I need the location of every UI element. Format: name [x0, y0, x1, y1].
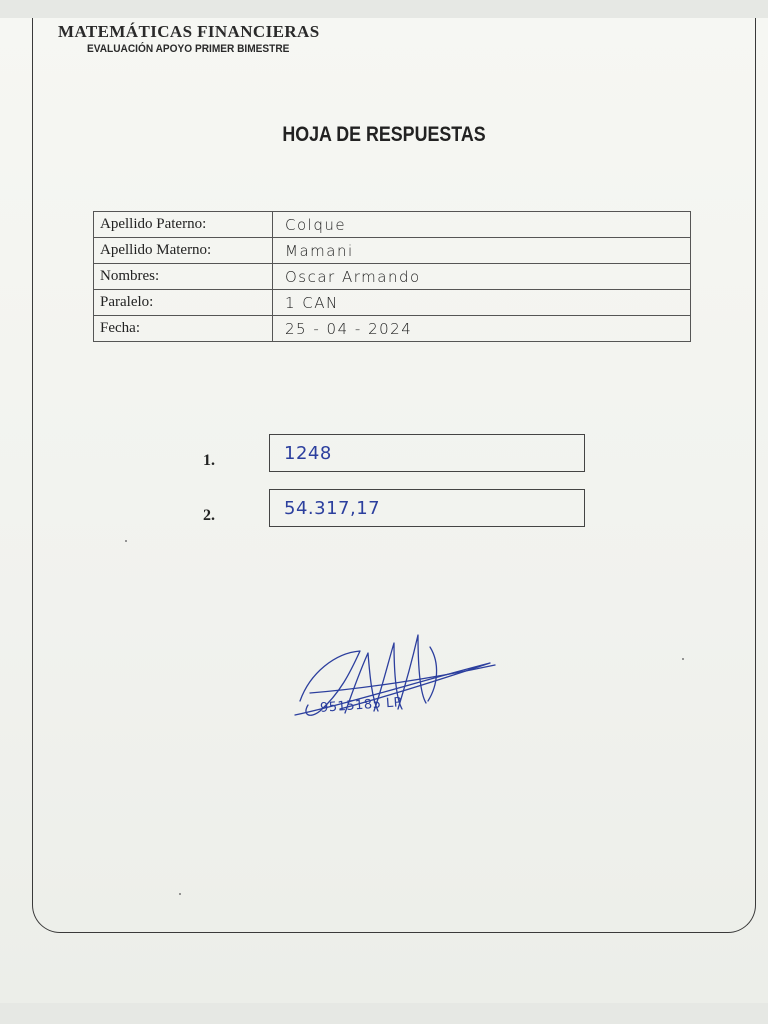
answer-box-1: 1248 [269, 434, 585, 472]
table-row [94, 290, 691, 316]
field-value-nombres: Oscar Armando [273, 264, 691, 290]
field-label: Apellido Materno: [94, 238, 273, 264]
exam-subtitle: EVALUACIÓN APOYO PRIMER BIMESTRE [87, 43, 290, 55]
sheet-title: HOJA DE RESPUESTAS [282, 123, 486, 146]
signature-id: 9515185 LP [319, 695, 403, 716]
answer-sheet-paper [0, 18, 768, 1003]
table-row [94, 238, 691, 264]
page-border-frame [32, 18, 756, 933]
field-value-apellido-materno: Mamani [273, 238, 691, 264]
field-value-fecha: 25 - 04 - 2024 [273, 316, 691, 342]
student-info-table [93, 211, 691, 342]
field-label: Paralelo: [94, 290, 273, 316]
table-row [94, 212, 691, 238]
paper-speck [682, 658, 684, 660]
table-row [94, 316, 691, 342]
field-value-paralelo: 1 CAN [273, 290, 691, 316]
field-label: Fecha: [94, 316, 273, 342]
answer-box-2: 54.317,17 [269, 489, 585, 527]
answer-number-2: 2. [203, 507, 215, 524]
paper-speck [125, 540, 127, 542]
signature-scribble [290, 623, 510, 743]
course-title: MATEMÁTICAS FINANCIERAS [58, 22, 320, 41]
answer-number-1: 1. [203, 452, 215, 469]
field-label: Nombres: [94, 264, 273, 290]
field-label: Apellido Paterno: [94, 212, 273, 238]
field-value-apellido-paterno: Colque [273, 212, 691, 238]
paper-speck [179, 893, 181, 895]
table-row [94, 264, 691, 290]
